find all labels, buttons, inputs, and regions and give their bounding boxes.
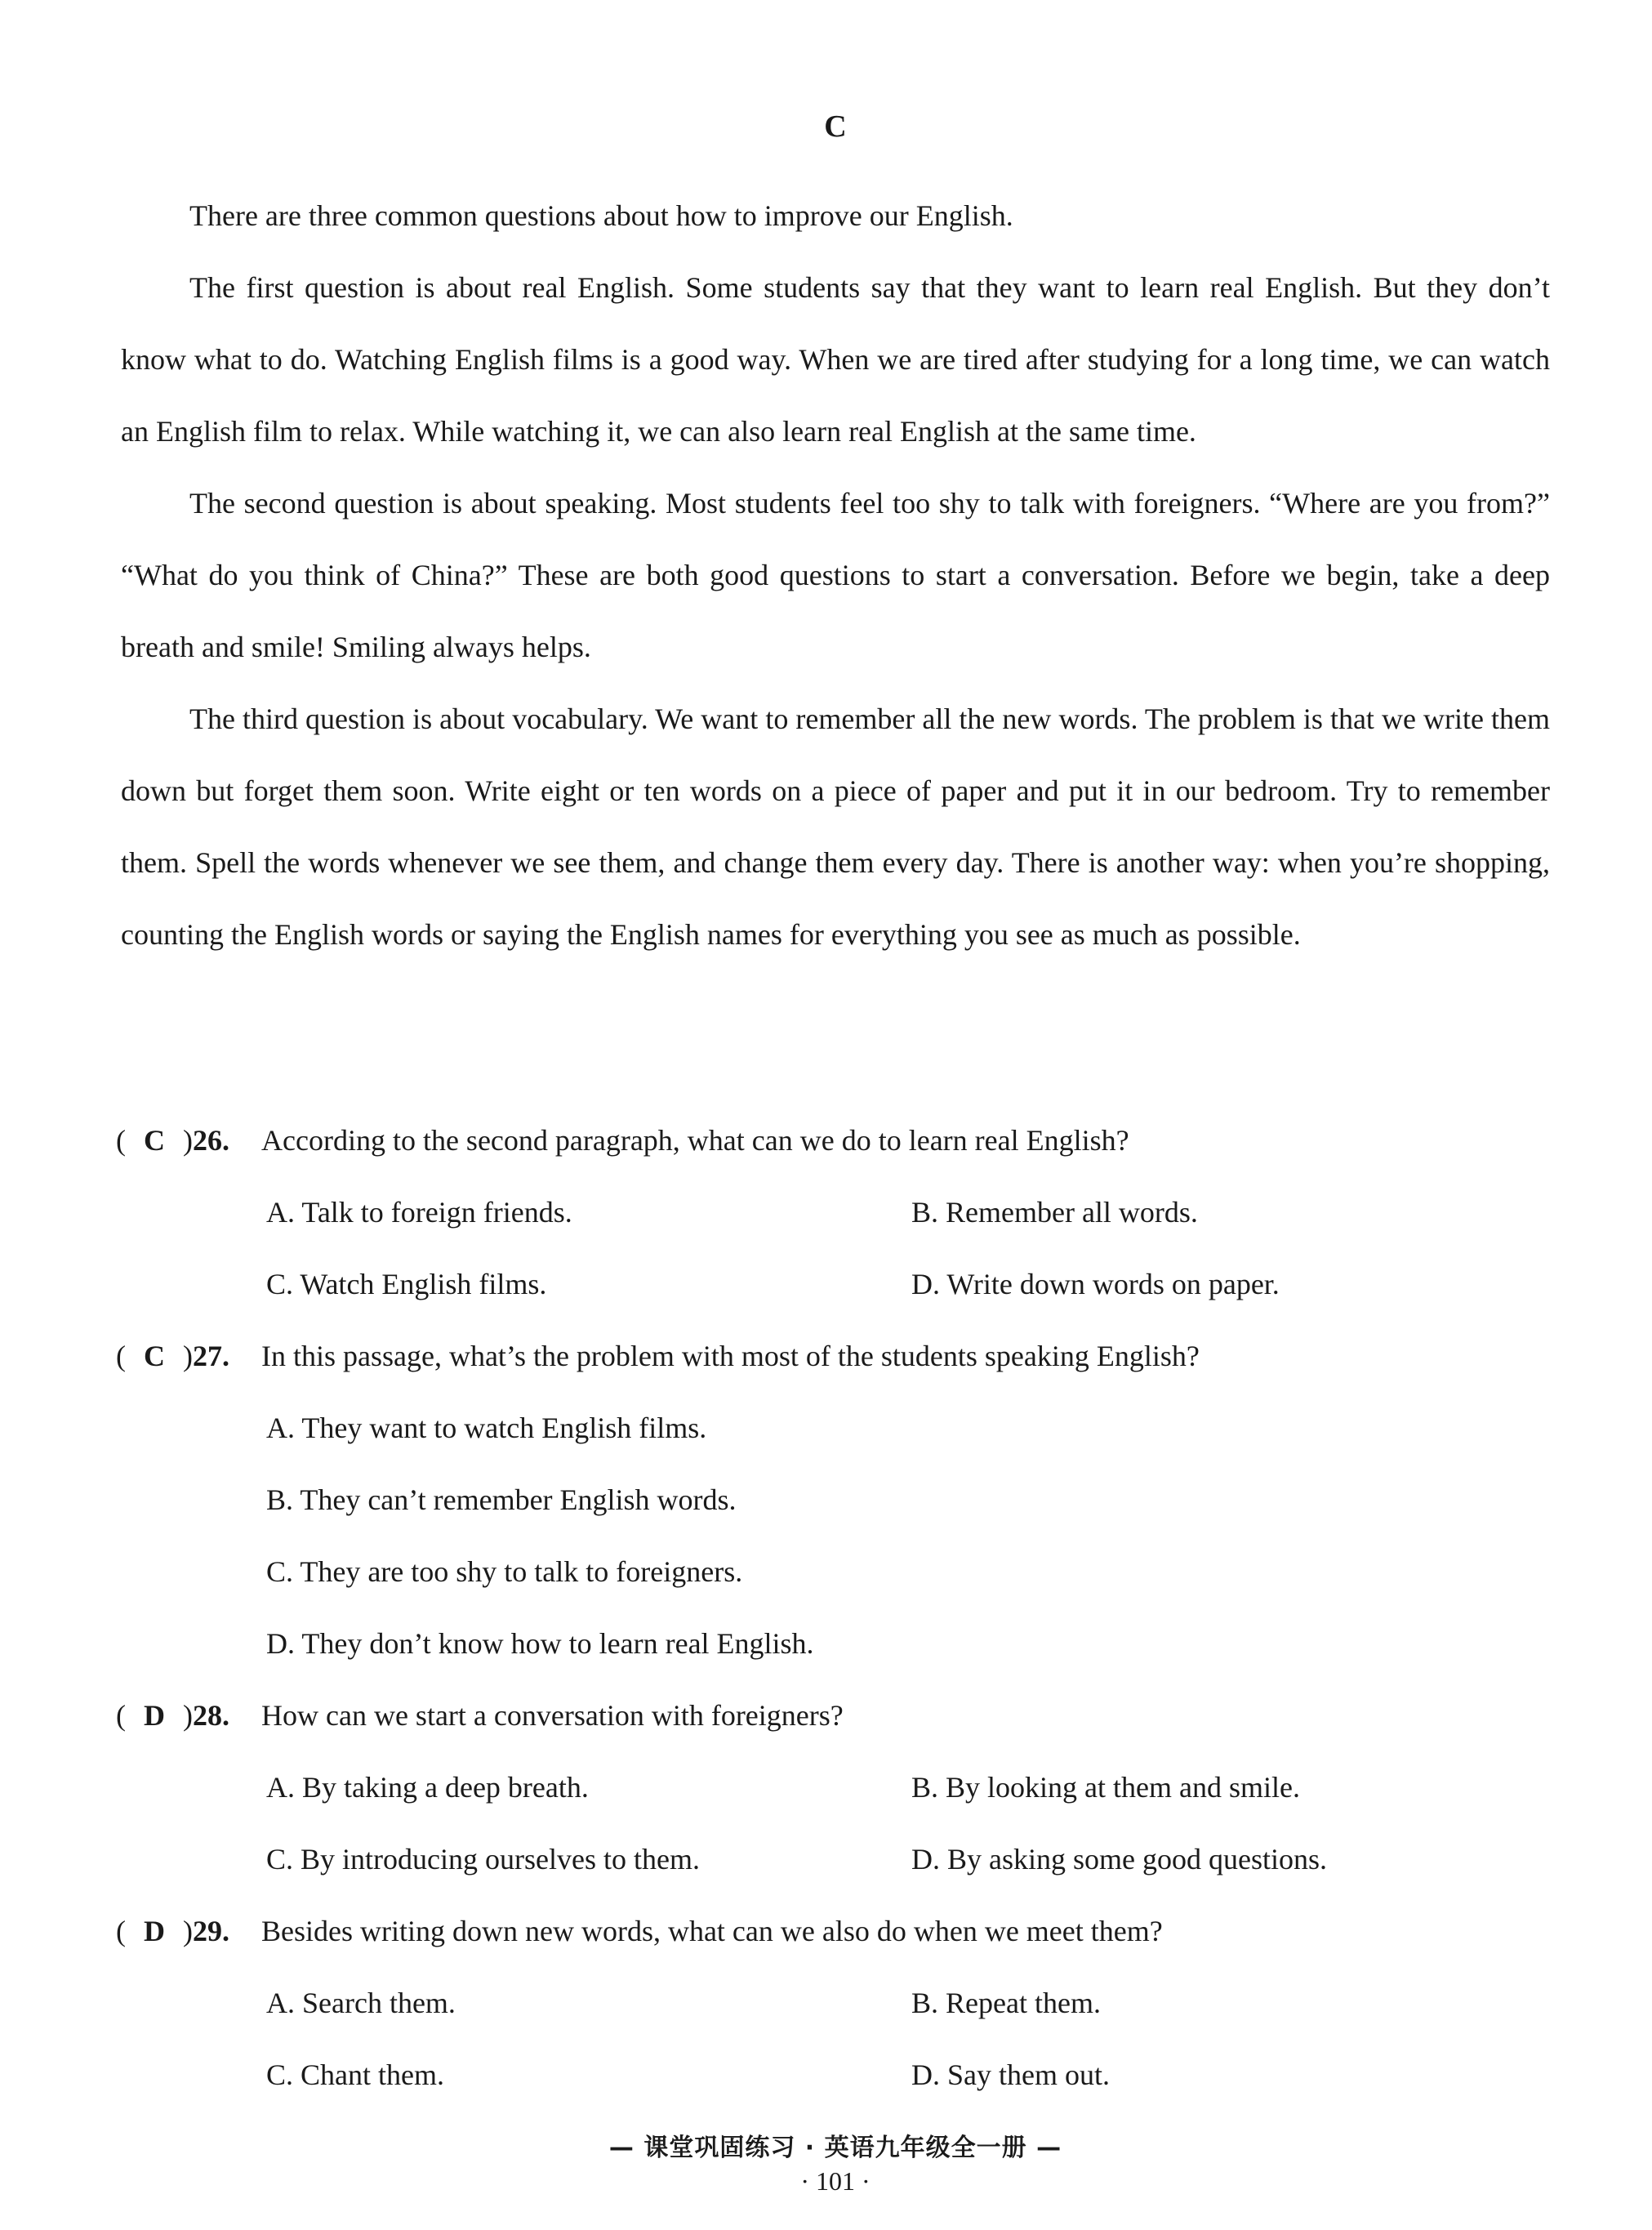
question-number: 28.: [193, 1699, 229, 1732]
option-b: B. They can’t remember English words.: [266, 1483, 737, 1516]
option-c: C. Chant them.: [266, 2058, 444, 2091]
answer-bracket: ( C )27.: [116, 1320, 261, 1392]
option-a: A. Search them.: [266, 1987, 456, 2019]
question-28: [116, 1679, 1553, 1895]
option-d: D. By asking some good questions.: [911, 1843, 1327, 1875]
page-number: · 101 ·: [800, 2166, 871, 2196]
option-d: D. Write down words on paper.: [911, 1268, 1280, 1300]
option-b: B. Repeat them.: [911, 1987, 1101, 2019]
passage-paragraph: There are three common questions about how to improve our English.: [189, 199, 1013, 232]
question-27: [116, 1320, 1553, 1679]
answer-bracket: ( D )29.: [116, 1895, 261, 1967]
question-number: 26.: [193, 1124, 229, 1157]
option-d: D. They don’t know how to learn real English.: [266, 1627, 814, 1660]
option-c: C. By introducing ourselves to them.: [266, 1843, 700, 1875]
options-grid: [266, 1176, 1553, 1320]
answer-letter: C: [144, 1124, 165, 1157]
options-grid: [266, 1967, 1553, 2111]
passage-paragraph: The third question is about vocabulary. We want to remember all the new words. The problem is that we write them down but forget them soon. Write eight or ten words on a piece of paper and put it in our bedroom. Try to remember them. Spell the words whenever we see them, and change them every day. There is another way: when you’re shopping, counting the English words or saying the English names for everything you see as much as possible.: [121, 702, 1550, 951]
passage-paragraph: The first question is about real English. Some students say that they want to learn real English. But they don’t know what to do. Watching English films is a good way. When we are tired after studying for a long time, we can watch an English film to relax. While watching it, we can also learn real English at the same time.: [121, 271, 1550, 448]
question-list: [116, 1104, 1553, 2111]
option-d: D. Say them out.: [911, 2058, 1110, 2091]
reading-passage: [121, 180, 1550, 970]
options-grid: [266, 1751, 1553, 1895]
page-footer: — 课堂巩固练习 · 英语九年级全一册 —: [608, 2134, 1062, 2162]
option-a: A. By taking a deep breath.: [266, 1771, 589, 1804]
question-stem: According to the second paragraph, what can we do to learn real English?: [261, 1124, 1129, 1157]
question-29: [116, 1895, 1553, 2111]
answer-letter: C: [144, 1340, 165, 1372]
question-stem-line: [116, 1104, 1553, 1176]
passage-paragraph: The second question is about speaking. Most students feel too shy to talk with foreigners. “Where are you from?” “What do you think of China?” These are both good questions to start a conversation. Before we begin, take a deep breath and smile! Smiling always helps.: [121, 487, 1550, 663]
option-a: A. Talk to foreign friends.: [266, 1196, 572, 1229]
option-a: A. They want to watch English films.: [266, 1412, 707, 1444]
answer-letter: D: [144, 1699, 165, 1732]
question-stem-line: [116, 1679, 1553, 1751]
question-stem-line: [116, 1895, 1553, 1967]
answer-letter: D: [144, 1915, 165, 1947]
section-title: C: [824, 109, 847, 144]
answer-bracket: ( D )28.: [116, 1679, 261, 1751]
question-stem: Besides writing down new words, what can we also do when we meet them?: [261, 1915, 1163, 1947]
question-stem-line: [116, 1320, 1553, 1392]
question-number: 29.: [193, 1915, 229, 1947]
option-c: C. Watch English films.: [266, 1268, 547, 1300]
question-stem: In this passage, what’s the problem with most of the students speaking English?: [261, 1340, 1200, 1372]
answer-bracket: ( C )26.: [116, 1104, 261, 1176]
option-b: B. By looking at them and smile.: [911, 1771, 1300, 1804]
option-b: B. Remember all words.: [911, 1196, 1198, 1229]
options-list: [266, 1392, 1553, 1679]
option-c: C. They are too shy to talk to foreigners.: [266, 1555, 743, 1588]
question-stem: How can we start a conversation with foreigners?: [261, 1699, 844, 1732]
question-number: 27.: [193, 1340, 229, 1372]
question-26: [116, 1104, 1553, 1320]
